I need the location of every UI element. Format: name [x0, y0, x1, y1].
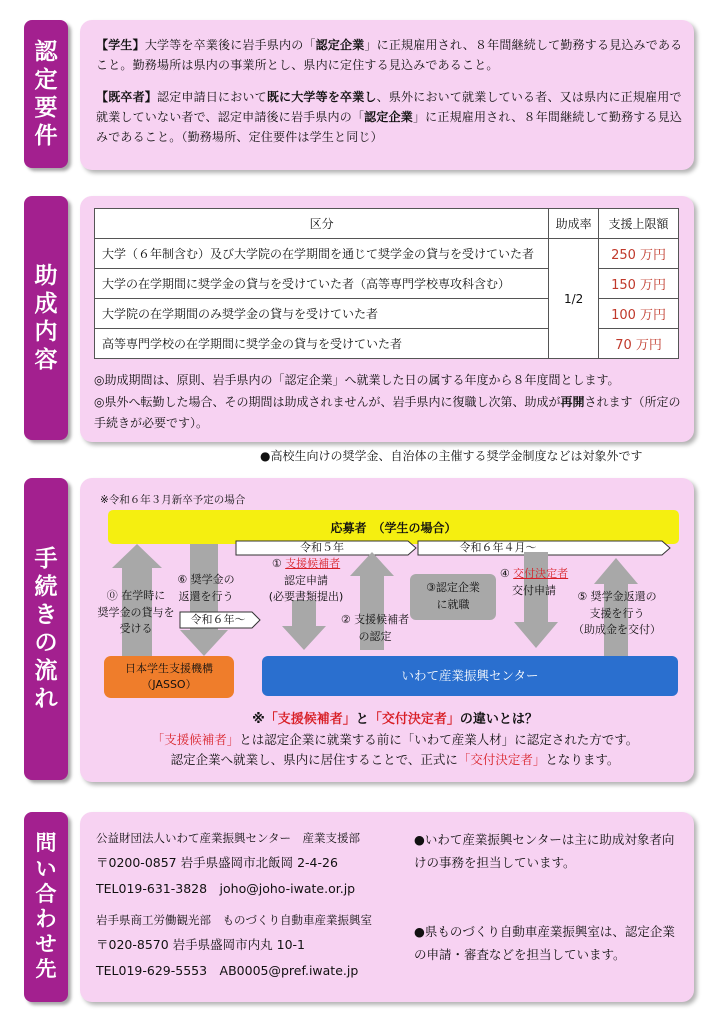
difference-line1 — [100, 731, 690, 750]
line2-b: となります。 — [545, 752, 620, 767]
step6-label — [168, 572, 244, 605]
contact-address: 〒0200-0857 岩手県盛岡市北飯岡 2-4-26 — [96, 855, 338, 871]
applicant-label: 応募者 （学生の場合） — [330, 521, 457, 535]
line2-a: 認定企業へ就業し、県内に居住することで、正式に — [170, 752, 458, 767]
row-amount: 70 万円 — [599, 329, 679, 359]
tab-char: 定 — [34, 66, 58, 93]
contact-org: 岩手県商工労働観光部 ものづくり自動車産業振興室 — [96, 913, 372, 927]
step0-line: 奨学金の貸与を — [97, 605, 175, 619]
jasso-label — [104, 661, 234, 693]
student-text-c: 」に正規雇用され、８年間継続して勤務する見込みであること。勤務場所は県内の事業所とし、県内に定住する見込みであること。 — [96, 38, 683, 72]
contact-address: 〒020-8570 岩手県盛岡市内丸 10-1 — [96, 937, 305, 953]
contact-note-prefecture: ●県ものづくり自動車産業振興室は、認定企業の申請・審査などを担当しています。 — [414, 924, 675, 963]
tab-char: 成 — [34, 290, 58, 317]
tab-char: 内 — [34, 319, 58, 345]
step4-title — [484, 566, 584, 583]
line1-term: 「支援候補者」 — [151, 732, 240, 747]
step3-line: ③認定企業 — [426, 581, 480, 594]
tab-char: 件 — [34, 123, 58, 150]
student-text-a: 大学等を卒業後に岩手県内の「 — [144, 38, 316, 52]
flow-note: ※令和６年３月新卒予定の場合 — [100, 494, 246, 506]
era1-label: 令和５年 — [300, 541, 344, 554]
row-amount: 150 万円 — [599, 269, 679, 299]
step0-line: ⓪ 在学時に — [106, 589, 166, 602]
tab-char: 認 — [34, 38, 58, 65]
aid-note-period: ◎助成期間は、原則、岩手県内の「認定企業」へ就業した日の属する年度から８年度間とします。 — [94, 373, 620, 387]
step1-label — [256, 556, 356, 606]
contact-org: 公益財団法人いわて産業振興センター 産業支援部 — [96, 831, 361, 845]
difference-heading — [100, 710, 690, 730]
step4-emphasis: 交付決定者 — [513, 567, 569, 580]
rate-cell: 1/2 — [549, 239, 599, 359]
step2-label — [330, 612, 420, 645]
step6-line: ⑥ 奨学金の — [177, 573, 235, 586]
row-amount: 100 万円 — [599, 299, 679, 329]
tab-char: 先 — [35, 957, 57, 982]
step2-line: ② 支援候補者 — [340, 613, 410, 626]
era3-label: 令和６年～ — [190, 613, 246, 626]
graduate-text-c: 、県外において就業している者、又は県内に正規雇用で就業していない者で、認定申請後に岩手県内の「 — [96, 90, 682, 124]
contact-note-center: ●いわて産業振興センターは主に助成対象者向けの事務を担当しています。 — [414, 832, 675, 871]
tab-char: 容 — [34, 347, 58, 374]
graduate-text-b: 既に大学等を卒業し — [266, 90, 377, 104]
excluded-note: ●高校生向けの奨学金、自治体の主催する奨学金制度などは対象外です — [260, 449, 643, 463]
difference-line2 — [100, 751, 690, 770]
jasso-line: 日本学生支援機構 — [125, 662, 213, 675]
diff-tail: の違いとは？ — [459, 712, 538, 727]
tab-char: 問 — [35, 831, 57, 856]
center-label: いわて産業振興センター — [401, 668, 539, 683]
row-category: 大学院の在学期間のみ奨学金の貸与を受けていた者 — [95, 299, 549, 329]
step4-number: ④ — [499, 567, 514, 580]
tab-char: 助 — [34, 262, 58, 289]
step4-line: 交付申請 — [512, 583, 556, 597]
line2-term: 「交付決定者」 — [457, 752, 546, 767]
row-category: 高等専門学校の在学期間に奨学金の貸与を受けていた者 — [95, 329, 549, 359]
step3-line: に就職 — [436, 597, 470, 611]
row-amount: 250 万円 — [599, 239, 679, 269]
row-category: 大学（６年制含む）及び大学院の在学期間を通じて奨学金の貸与を受けていた者 — [95, 239, 549, 269]
tab-char: 続 — [34, 573, 58, 600]
note-transfer-b: 再開 — [560, 395, 585, 410]
step5-line: ⑤ 奨学金返還の — [577, 590, 657, 603]
graduate-text-e: 」に正規雇用され、８年間継続して勤務する見込みであること。（勤務場所、定住要件は学生と同じ） — [96, 109, 683, 144]
header-category: 区分 — [95, 209, 549, 239]
tab-char: わ — [35, 907, 57, 931]
contact-phone-email: TEL019-629-5553 AB0005@pref.iwate.jp — [96, 963, 359, 979]
step1-line: (必要書類提出) — [268, 590, 344, 603]
graduate-text-d: 認定企業 — [364, 109, 413, 124]
student-text-b: 認定企業 — [315, 38, 365, 52]
step0-line: 受ける — [119, 622, 153, 635]
step2-line: の認定 — [358, 629, 392, 643]
diff-term2: 「交付決定者」 — [368, 712, 460, 727]
contact-center — [96, 826, 360, 903]
header-amount: 支援上限額 — [599, 209, 679, 239]
header-rate: 助成率 — [549, 209, 599, 239]
tab-char: 要 — [34, 95, 58, 121]
step5-line: （助成金を交付） — [573, 623, 661, 636]
tab-char: 手 — [34, 545, 58, 572]
tab-char: 流 — [34, 658, 58, 685]
diff-term1: 「支援候補者」 — [264, 712, 356, 727]
era2-label: 令和６年４月～ — [459, 541, 537, 554]
tab-char: れ — [34, 686, 58, 713]
step5-line: 支援を行う — [589, 606, 645, 620]
row-category: 大学の在学期間に奨学金の貸与を受けていた者（高等専門学校専攻科含む） — [95, 269, 549, 299]
contact-phone-email: TEL019-631-3828 joho@joho-iwate.or.jp — [96, 881, 356, 897]
tab-char: 合 — [35, 881, 57, 906]
line1-rest: とは認定企業に就業する前に「いわて産業人材」に認定された方です。 — [239, 732, 639, 747]
step1-emphasis: 支援候補者 — [285, 557, 341, 570]
step1-number: ① — [271, 557, 286, 570]
section-tab-contact — [24, 812, 68, 1002]
note-transfer-c: されます（所定の手続きが必要です）。 — [94, 395, 681, 430]
student-label: 【学生】 — [96, 38, 145, 52]
diff-and: と — [355, 712, 369, 727]
step6-line: 返還を行う — [178, 589, 234, 603]
step1-down-arrow — [282, 600, 326, 650]
tab-char: い — [35, 856, 57, 881]
graduate-label: 【既卒者】 — [96, 90, 158, 104]
step5-label — [562, 589, 672, 639]
step1-line: 認定申請 — [284, 573, 328, 587]
step1-title — [256, 556, 356, 573]
tab-char: せ — [35, 932, 57, 957]
note-transfer-a: ◎県外へ転勤した場合、その期間は助成されませんが、岩手県内に復職し次第、助成が — [94, 395, 561, 410]
contact-prefecture — [96, 908, 372, 985]
diff-mark: ※ — [252, 712, 265, 727]
graduate-text-a: 認定申請日において — [157, 90, 267, 104]
tab-char: き — [34, 601, 58, 628]
tab-char: の — [34, 630, 58, 656]
jasso-line: （JASSO） — [141, 677, 197, 691]
